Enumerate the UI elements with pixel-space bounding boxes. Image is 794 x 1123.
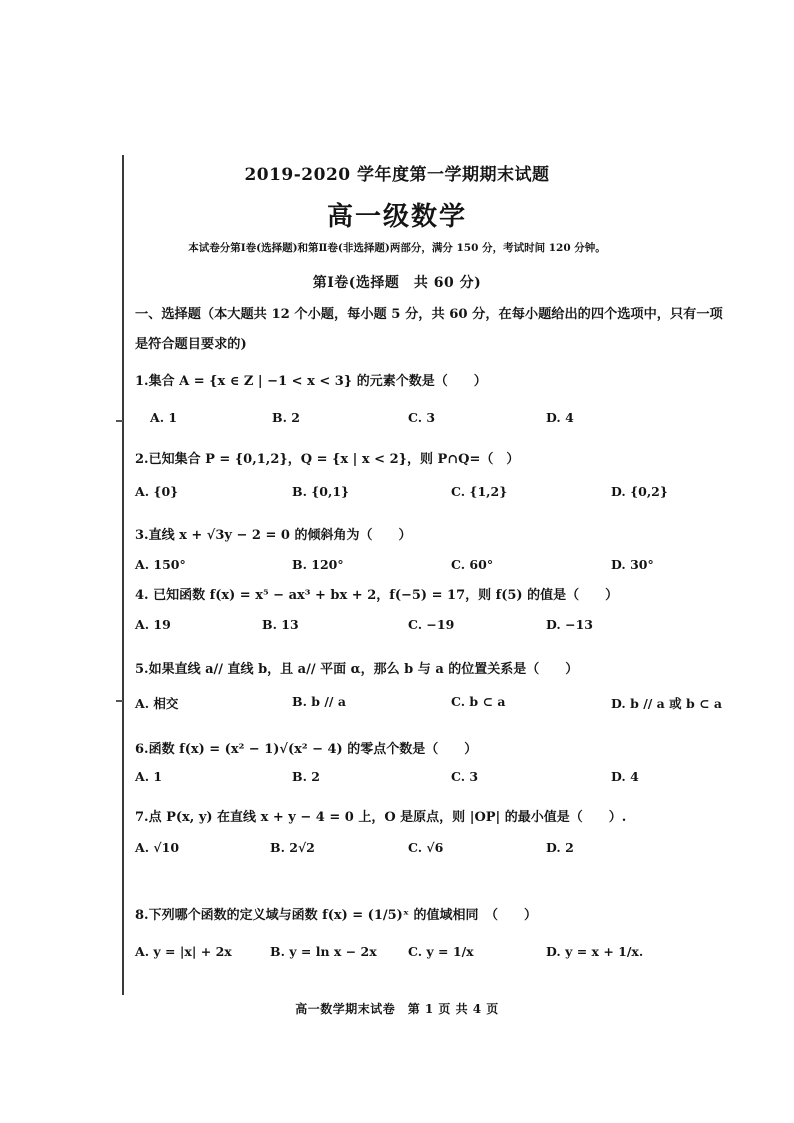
question-3-option-a: A. 150° (135, 557, 186, 572)
margin-tick (116, 700, 123, 702)
question-2-option-c: C. {1,2} (451, 484, 508, 499)
question-7-option-d: D. 2 (546, 840, 574, 855)
question-7-option-b: B. 2√2 (270, 840, 315, 855)
question-8-option-b: B. y = ln x − 2x (270, 944, 377, 959)
question-3-option-d: D. 30° (611, 557, 654, 572)
question-4-option-d: D. −13 (546, 617, 593, 632)
section-heading: 一、选择题（本大题共 12 个小题，每小题 5 分，共 60 分，在每小题给出的四个选项中，只有一项是符合题目要求的) (135, 307, 723, 352)
question-4-option-c: C. −19 (408, 617, 455, 632)
question-3-option-b: B. 120° (292, 557, 344, 572)
question-6-option-d: D. 4 (611, 769, 639, 784)
margin-tick (116, 420, 123, 422)
question-5-option-b: B. b // a (292, 694, 346, 709)
question-7-stem: 7.点 P(x, y) 在直线 x + y − 4 = 0 上，O 是原点，则 |OP| 的最小值是（ ）. (135, 810, 627, 825)
exam-note: 本试卷分第Ⅰ卷(选择题)和第Ⅱ卷(非选择题)两部分，满分 150 分，考试时间 120 分钟。 (188, 242, 606, 254)
question-4-option-b: B. 13 (262, 617, 299, 632)
question-1-option-a: A. 1 (150, 410, 178, 425)
question-5-option-d: D. b // a 或 b ⊂ a (611, 696, 722, 711)
question-1-option-c: C. 3 (408, 410, 436, 425)
question-8-option-c: C. y = 1/x (408, 944, 474, 959)
question-4-option-a: A. 19 (135, 617, 171, 632)
question-1-option-d: D. 4 (546, 410, 574, 425)
question-8-option-d: D. y = x + 1/x. (546, 944, 644, 959)
question-5-stem: 5.如果直线 a// 直线 b，且 a// 平面 α，那么 b 与 a 的位置关系是（ ） (135, 662, 579, 677)
question-2-option-d: D. {0,2} (611, 484, 668, 499)
question-2-option-b: B. {0,1} (292, 484, 350, 499)
question-3-option-c: C. 60° (451, 557, 494, 572)
exam-year-title: 2019-2020 学年度第一学期期末试题 (244, 165, 550, 185)
question-8-option-a: A. y = |x| + 2x (135, 944, 232, 959)
question-2-stem: 2.已知集合 P = {0,1,2}，Q = {x | x < 2}，则 P∩Q=（ ） (135, 452, 520, 467)
page-footer: 高一数学期末试卷 第 1 页 共 4 页 (295, 1002, 499, 1016)
question-6-option-b: B. 2 (292, 769, 320, 784)
question-2-option-a: A. {0} (135, 484, 179, 499)
question-5-option-a: A. 相交 (135, 696, 179, 711)
question-7-option-a: A. √10 (135, 840, 180, 855)
question-5-option-c: C. b ⊂ a (451, 694, 506, 709)
part-title: 第Ⅰ卷(选择题 共 60 分) (312, 275, 482, 291)
question-6-option-c: C. 3 (451, 769, 479, 784)
question-1-option-b: B. 2 (272, 410, 300, 425)
subject-title: 高一级数学 (326, 202, 467, 232)
question-8-stem: 8.下列哪个函数的定义域与函数 f(x) = (1/5)ˣ 的值域相同 （ ） (135, 908, 538, 923)
question-1-stem: 1.集合 A = {x ∈ Z | −1 < x < 3} 的元素个数是（ ） (135, 374, 487, 389)
question-7-option-c: C. √6 (408, 840, 444, 855)
question-3-stem: 3.直线 x + √3y − 2 = 0 的倾斜角为（ ） (135, 528, 412, 543)
question-6-option-a: A. 1 (135, 769, 163, 784)
question-6-stem: 6.函数 f(x) = (x² − 1)√(x² − 4) 的零点个数是（ ） (135, 742, 478, 757)
question-4-stem: 4. 已知函数 f(x) = x⁵ − ax³ + bx + 2，f(−5) = 17，则 f(5) 的值是（ ） (135, 588, 619, 603)
